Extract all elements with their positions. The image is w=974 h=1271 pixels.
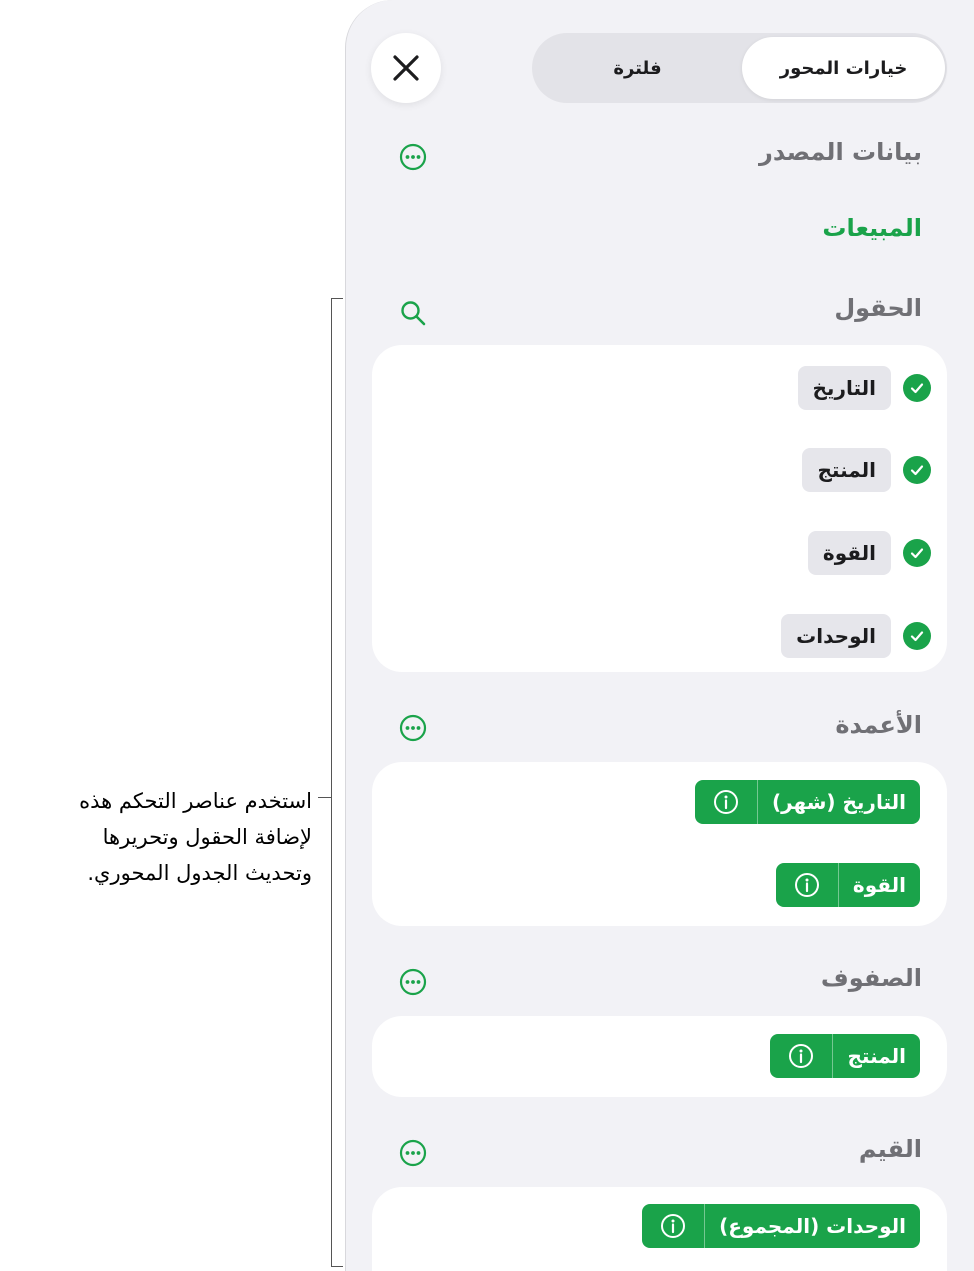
checkmark-icon[interactable]: [903, 456, 931, 484]
close-icon: [391, 53, 421, 83]
field-tag[interactable]: المنتج: [802, 448, 891, 492]
source-more-button[interactable]: [398, 142, 428, 172]
field-row[interactable]: [808, 530, 931, 576]
field-row[interactable]: [798, 365, 931, 411]
fields-search-button[interactable]: [398, 298, 428, 328]
checkmark-icon[interactable]: [903, 539, 931, 567]
column-pill-label[interactable]: التاريخ (شهر): [757, 780, 920, 824]
value-info-button[interactable]: [642, 1204, 704, 1248]
more-icon: [399, 1139, 427, 1167]
field-tag[interactable]: الوحدات: [781, 614, 891, 658]
fields-title: الحقول: [834, 294, 922, 322]
segmented-control: [532, 33, 947, 103]
source-data-name[interactable]: المبيعات: [822, 214, 922, 242]
value-pill[interactable]: [642, 1204, 920, 1248]
info-icon: [794, 872, 820, 898]
fields-card: [372, 345, 947, 672]
more-icon: [399, 714, 427, 742]
annotation-callout: [20, 783, 312, 891]
field-tag[interactable]: التاريخ: [798, 366, 891, 410]
more-icon: [399, 143, 427, 171]
source-data-title: بيانات المصدر: [759, 138, 922, 166]
values-title: القيم: [858, 1135, 922, 1163]
columns-more-button[interactable]: [398, 713, 428, 743]
callout-bracket-bottom: [331, 1266, 343, 1267]
columns-title: الأعمدة: [835, 711, 922, 739]
info-icon: [713, 789, 739, 815]
row-pill-label[interactable]: المنتج: [832, 1034, 920, 1078]
search-icon: [399, 299, 427, 327]
column-pill[interactable]: [776, 863, 920, 907]
values-more-button[interactable]: [398, 1138, 428, 1168]
callout-bracket: [331, 298, 332, 1267]
annotation-line: استخدم عناصر التحكم هذه: [79, 789, 312, 813]
column-pill[interactable]: [695, 780, 920, 824]
checkmark-icon[interactable]: [903, 374, 931, 402]
field-tag[interactable]: القوة: [808, 531, 891, 575]
column-info-button[interactable]: [776, 863, 838, 907]
rows-title: الصفوف: [820, 964, 922, 992]
close-button[interactable]: [371, 33, 441, 103]
callout-pointer: [318, 797, 331, 798]
rows-more-button[interactable]: [398, 967, 428, 997]
row-pill[interactable]: [770, 1034, 920, 1078]
tab-pivot-options[interactable]: خيارات المحور: [742, 37, 945, 99]
column-pill-label[interactable]: القوة: [838, 863, 920, 907]
rows-card: [372, 1016, 947, 1097]
more-icon: [399, 968, 427, 996]
field-row[interactable]: [802, 447, 931, 493]
annotation-line: لإضافة الحقول وتحريرها: [102, 825, 312, 849]
columns-card: [372, 762, 947, 926]
callout-bracket-top: [331, 298, 343, 299]
values-card: [372, 1187, 947, 1271]
info-icon: [788, 1043, 814, 1069]
row-info-button[interactable]: [770, 1034, 832, 1078]
info-icon: [660, 1213, 686, 1239]
field-row[interactable]: [781, 613, 931, 659]
pivot-options-panel: [345, 0, 974, 1271]
value-pill-label[interactable]: الوحدات (المجموع): [704, 1204, 920, 1248]
checkmark-icon[interactable]: [903, 622, 931, 650]
annotation-line: وتحديث الجدول المحوري.: [87, 861, 312, 885]
tab-filter[interactable]: فلترة: [613, 57, 662, 79]
column-info-button[interactable]: [695, 780, 757, 824]
